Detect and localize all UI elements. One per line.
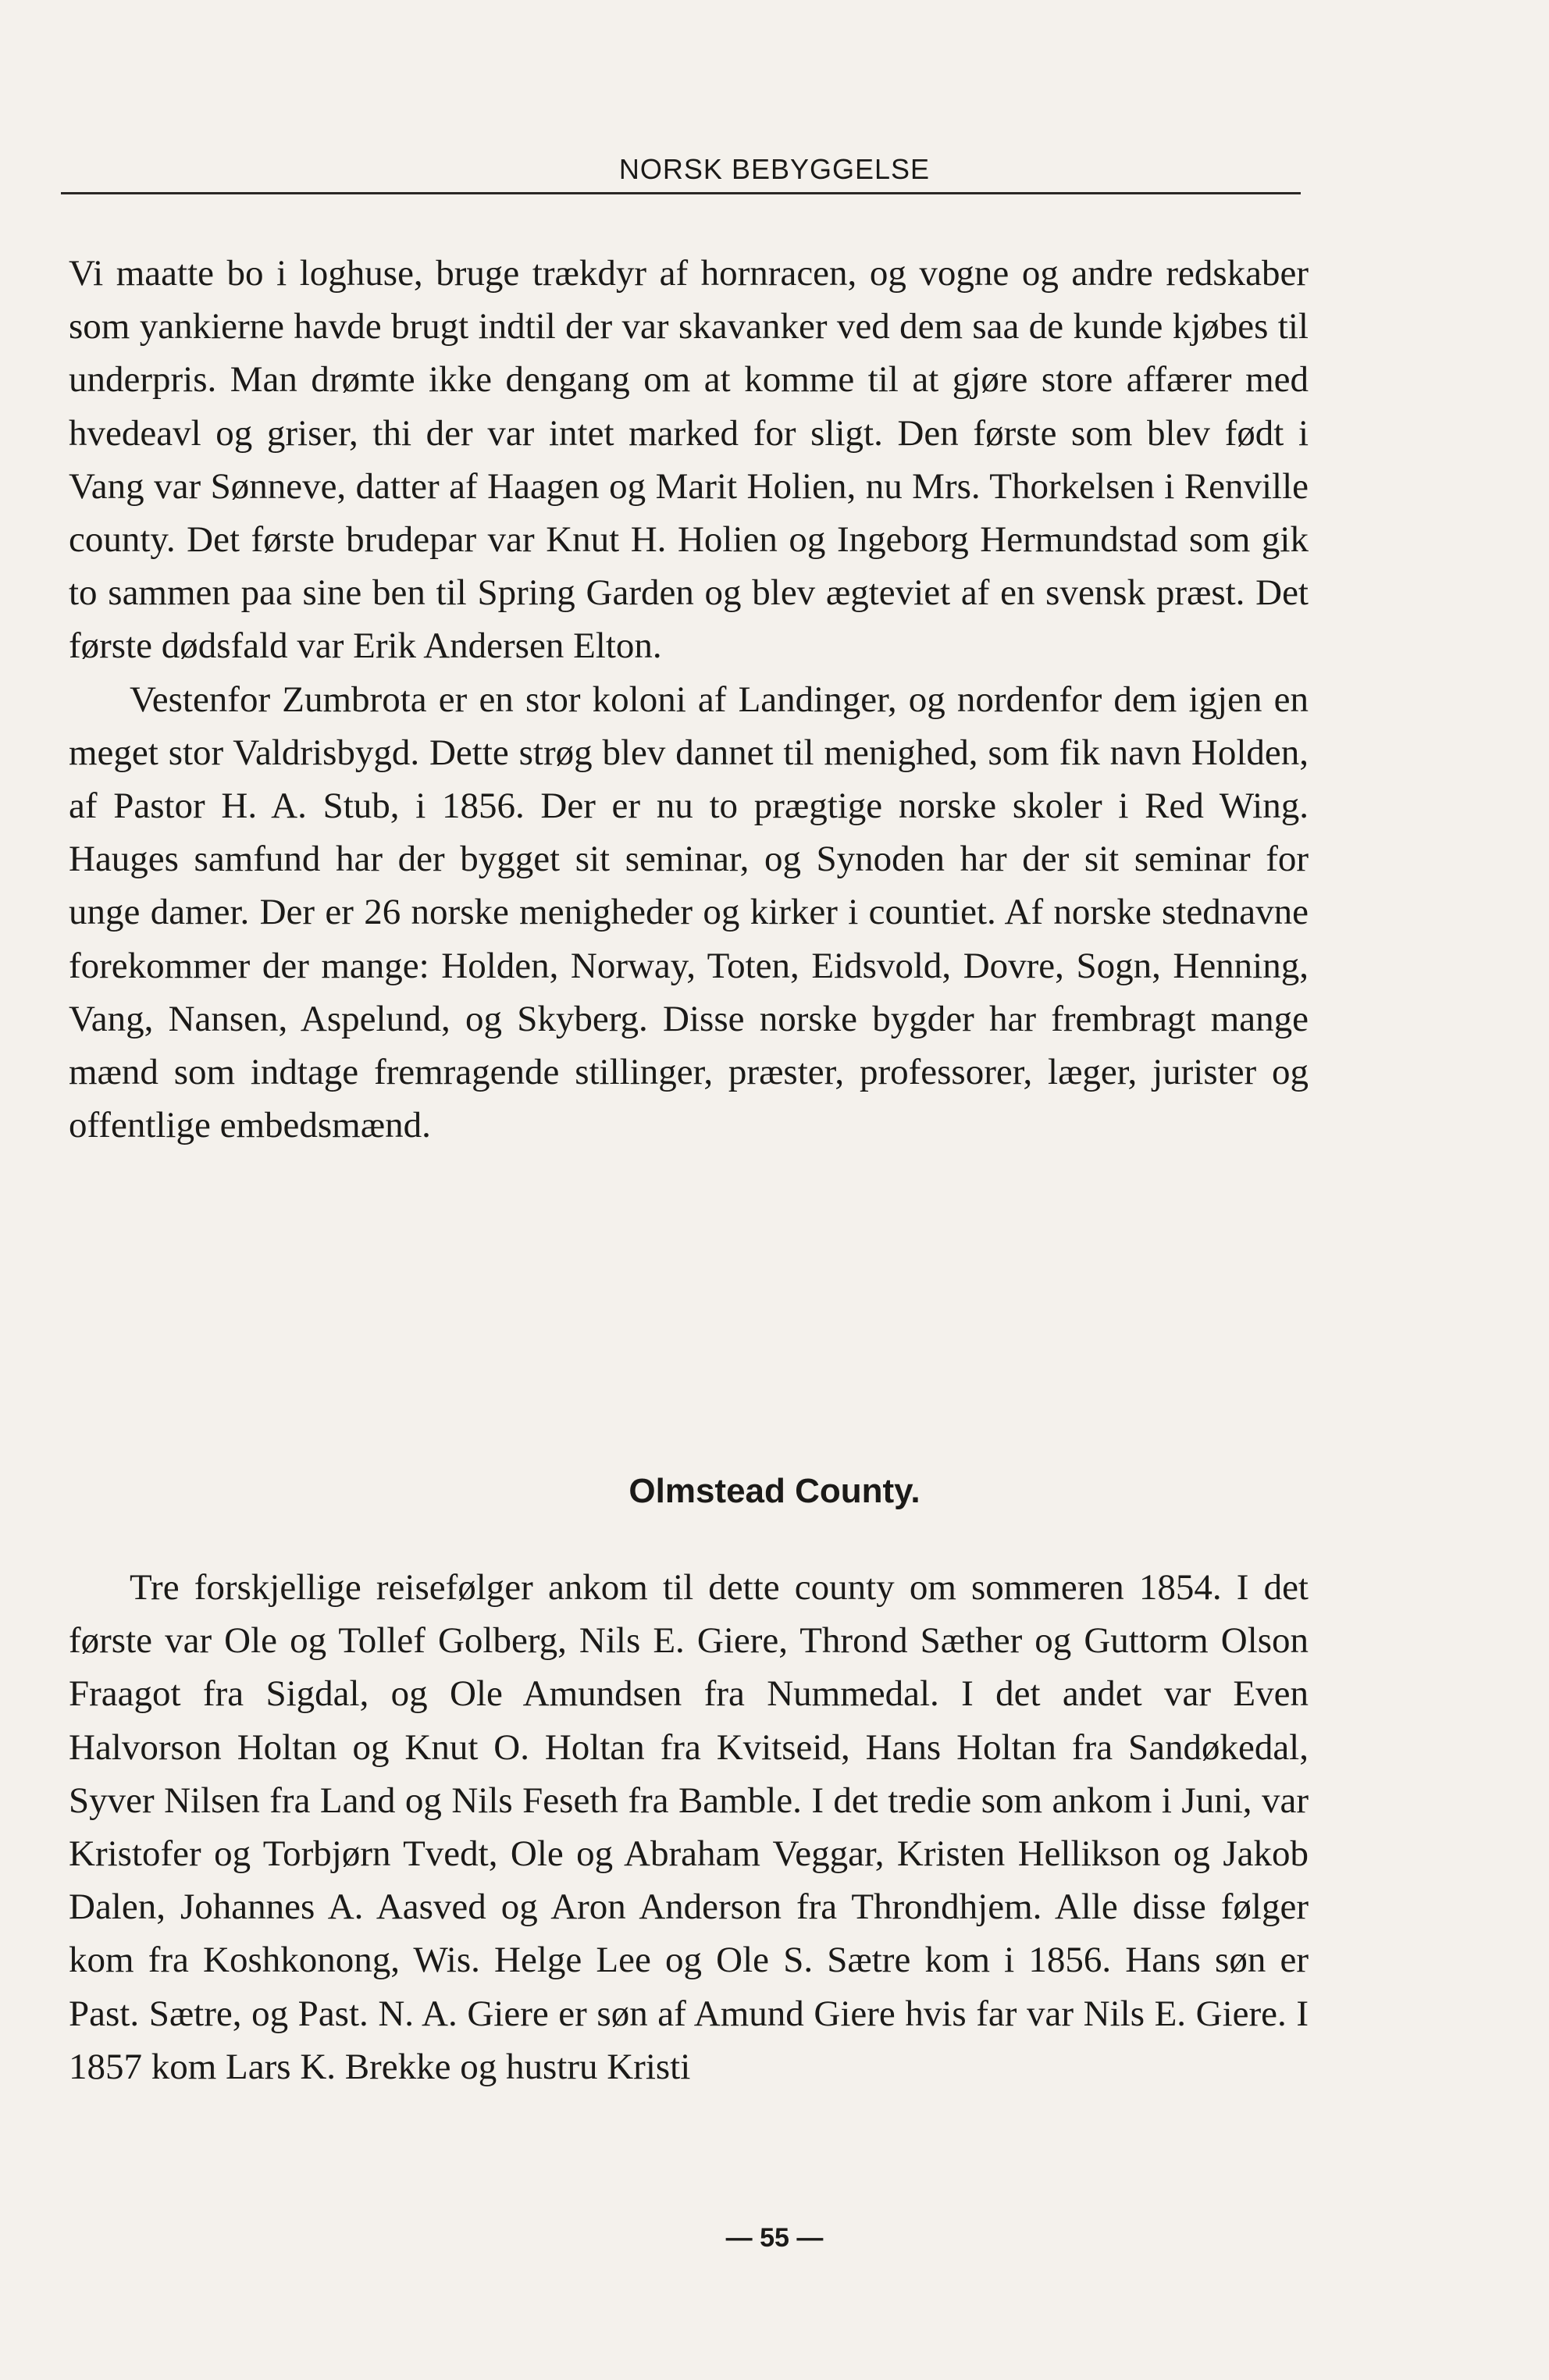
page-number: — 55 —	[725, 2223, 824, 2253]
paragraph-1: Vi maatte bo i loghuse, bruge trækdyr af hornracen, og vogne og andre redskaber som yankierne havde brugt indtil der var skavanker ved dem saa de kunde kjøbes til underpris. Man drømte ikke dengang om at komme til at gjøre store affærer med hvedeavl og griser, thi der var intet marked for sligt. Den første som blev født i Vang var Sønneve, datter af Haagen og Marit Holien, nu Mrs. Thorkelsen i Renville county. Det første brudepar var Knut H. Holien og Ingeborg Hermundstad som gik to sammen paa sine ben til Spring Garden og blev ægteviet af en svensk præst. Det første dødsfald var Erik Andersen Elton.	[69, 253, 1309, 667]
paragraph-3: Tre forskjellige reisefølger ankom til dette county om sommeren 1854. I det første var Ole og Tollef Golberg, Nils E. Giere, Thrond Sæther og Guttorm Olson Fraagot fra Sigdal, og Ole Amundsen fra Nummedal. I det andet var Even Halvorson Holtan og Knut O. Holtan fra Kvitseid, Hans Holtan fra Sandøkedal, Syver Nilsen fra Land og Nils Feseth fra Bamble. I det tredie som ankom i Juni, var Kristofer og Torbjørn Tvedt, Ole og Abraham Veggar, Kristen Hellikson og Jakob Dalen, Johannes A. Aasved og Aron Anderson fra Throndhjem. Alle disse følger kom fra Koshkonong, Wis. Helge Lee og Ole S. Sætre kom i 1856. Hans søn er Past. Sætre, og Past. N. A. Giere er søn af Amund Giere hvis far var Nils E. Giere. I 1857 kom Lars K. Brekke og hustru Kristi	[69, 1567, 1309, 2087]
text-block-upper	[69, 247, 1309, 1152]
text-block-lower	[69, 1561, 1309, 2093]
section-heading: Olmstead County.	[629, 1472, 920, 1510]
header-rule	[61, 192, 1301, 194]
running-title: NORSK BEBYGGELSE	[618, 153, 931, 185]
paragraph-2: Vestenfor Zumbrota er en stor koloni af Landinger, og nordenfor dem igjen en meget stor Valdrisbygd. Dette strøg blev dannet til menighed, som fik navn Holden, af Pastor H. A. Stub, i 1856. Der er nu to prægtige norske skoler i Red Wing. Hauges samfund har der bygget sit seminar, og Synoden har der sit seminar for unge damer. Der er 26 norske menigheder og kirker i countiet. Af norske stednavne forekommer der mange: Holden, Norway, Toten, Eidsvold, Dovre, Sogn, Henning, Vang, Nansen, Aspelund, og Skyberg. Disse norske bygder har frembragt mange mænd som indtage fremragende stillinger, præster, professorer, læger, jurister og offentlige embedsmænd.	[69, 679, 1309, 1146]
